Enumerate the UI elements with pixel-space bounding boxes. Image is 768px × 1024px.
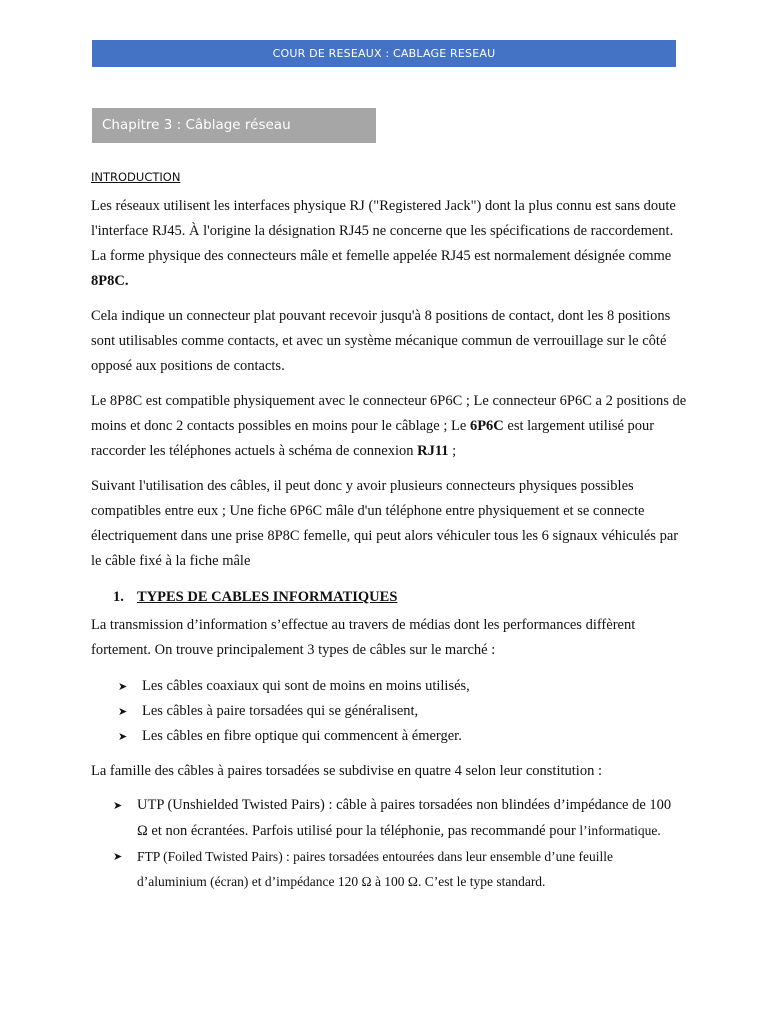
list-item-utp: ➤ UTP (Unshielded Twisted Pairs) : câble à paires torsadées non blindées d’impédance de 100 Ω et non écrantées. Parfois utilisé pour la téléphonie, pas recommandé pour l’informatique. [113, 793, 683, 844]
cable-types-list [118, 674, 678, 749]
arrow-bullet-icon: ➤ [118, 681, 128, 693]
section-title: TYPES DE CABLES INFORMATIQUES [137, 589, 398, 605]
arrow-bullet-icon: ➤ [113, 851, 123, 863]
arrow-bullet-icon: ➤ [118, 706, 128, 718]
list-item: ➤ Les câbles en fibre optique qui commencent à émerger. [118, 724, 678, 749]
intro-paragraph-2: Cela indique un connecteur plat pouvant recevoir jusqu'à 8 positions de contact, dont les 8 positions sont utilisables comme contacts, et avec un système mécanique commun de verrouillage sur le côté opposé aux positions de contacts. [91, 308, 671, 374]
section-paragraph-1: La transmission d’information s’effectue au travers de médias dont les performances diffèrent fortement. On trouve principalement 3 types de câbles sur le marché : [91, 617, 636, 658]
list-item: ➤ Les câbles à paire torsadées qui se généralisent, [118, 699, 678, 724]
intro-heading: INTRODUCTION [91, 170, 181, 184]
intro-paragraph-1: Les réseaux utilisent les interfaces physique RJ ("Registered Jack") dont la plus connu est sans doute l'interface RJ45. À l'origine la désignation RJ45 ne concerne que les spécifications de raccordement. La forme physique des connecteurs mâle et femelle appelée RJ45 est normalement désignée comme 8P8C. [91, 198, 676, 289]
intro-paragraph-4: Suivant l'utilisation des câbles, il peut donc y avoir plusieurs connecteurs physiques possibles compatibles entre eux ; Une fiche 6P6C mâle d'un téléphone entre physiquement et se connecte électriquement dans une prise 8P8C femelle, qui peut alors véhiculer tous les 6 signaux véhiculés par le câble fixé à la fiche mâle [91, 478, 679, 569]
arrow-bullet-icon: ➤ [118, 731, 128, 743]
twisted-pair-list [113, 793, 683, 894]
section-heading-1 [113, 586, 397, 608]
list-item-ftp: ➤ FTP (Foiled Twisted Pairs) : paires torsadées entourées dans leur ensemble d’une feuille d’aluminium (écran) et d’impédance 120 Ω à 100 Ω. C’est le type standard. [113, 844, 683, 894]
section-number: 1. [113, 589, 124, 605]
chapter-title: Chapitre 3 : Câblage réseau [92, 108, 376, 143]
header-banner: COUR DE RESEAUX : CABLAGE RESEAU [92, 40, 676, 67]
list-item: ➤ Les câbles coaxiaux qui sont de moins en moins utilisés, [118, 674, 678, 699]
arrow-bullet-icon: ➤ [113, 800, 123, 812]
intro-paragraph-3: Le 8P8C est compatible physiquement avec le connecteur 6P6C ; Le connecteur 6P6C a 2 positions de moins et donc 2 contacts possibles en moins pour le câblage ; Le 6P6C est largement utilisé pour raccorder les téléphones actuels à schéma de connexion RJ11 ; [91, 393, 687, 459]
section-paragraph-2: La famille des câbles à paires torsadées se subdivise en quatre 4 selon leur constitution : [91, 763, 602, 779]
